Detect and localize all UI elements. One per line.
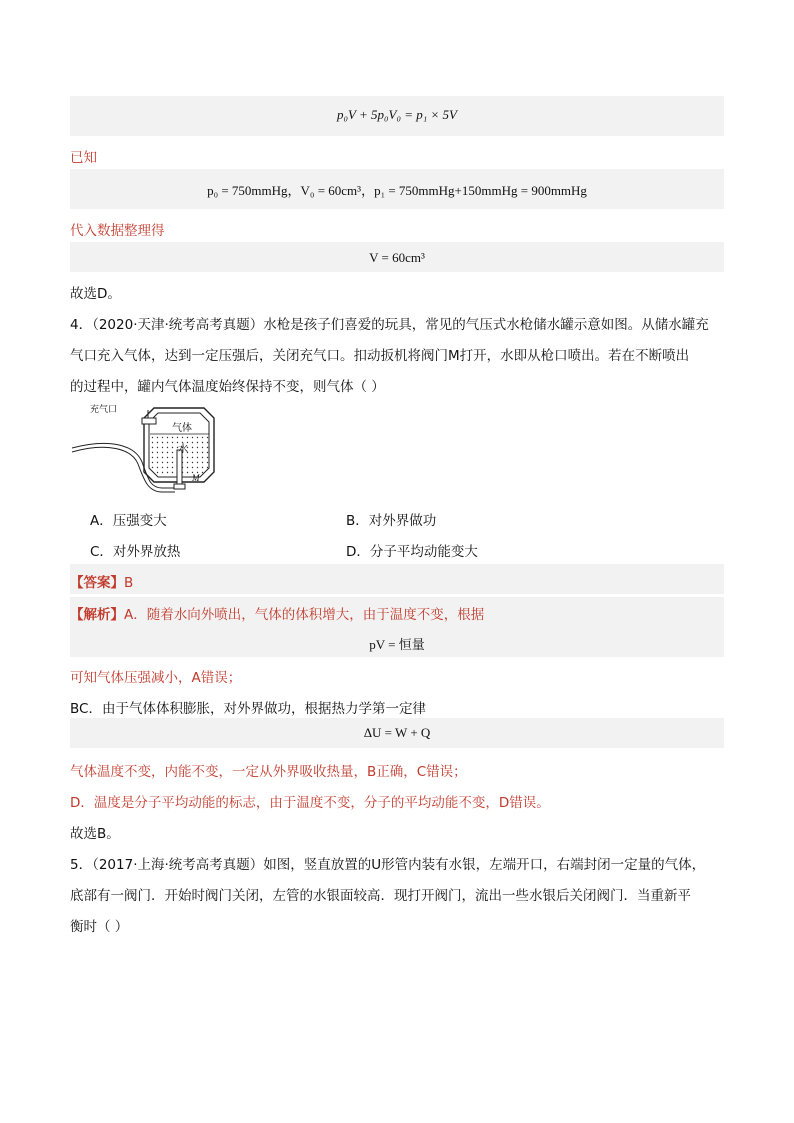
answer-line [70,571,730,591]
analysis-line [70,603,730,623]
q5-line-3: 衡时（ ） [70,919,129,935]
q3-conclusion: 故选D。 [70,286,121,302]
option-d: D．分子平均动能变大 [346,544,478,560]
q4-conclusion: 故选B。 [70,826,120,842]
option-b: B．对外界做功 [346,513,437,529]
q4-line-2: 气口充入气体，达到一定压强后，关闭充气口。扣动扳机将阀门M打开，水即从枪口喷出。若在不断喷出 [70,348,690,364]
analysis-a: A．随着水向外喷出，气体的体积增大，由于温度不变，根据 [124,607,485,623]
option-a: A．压强变大 [90,513,167,529]
q4-line-1: 4．（2020·天津·统考高考真题）水枪是孩子们喜爱的玩具，常见的气压式水枪储水罐示意如图。从储水罐充 [70,317,709,333]
answer-label: 【答案】 [70,575,124,591]
gas-label: 气体 [172,423,192,434]
equation-1: p₀V + 5p₀V₀ = p₁ × 5V [337,107,457,122]
known-label: 已知 [70,150,97,166]
d-result: D．温度是分子平均动能的标志，由于温度不变，分子的平均动能不变，D错误。 [70,795,550,811]
bc-intro: BC．由于气体体积膨胀，对外界做功，根据热力学第一定律 [70,701,426,717]
analysis-label: 【解析】 [70,607,124,623]
q5-line-2: 底部有一阀门．开始时阀门关闭，左管的水银面较高．现打开阀门，流出一些水银后关闭阀门．当重新平 [70,888,691,904]
q4-line-3: 的过程中，罐内气体温度始终保持不变，则气体（ ） [70,379,385,395]
a-result: 可知气体压强减小，A错误； [70,670,242,686]
answer-value: B [124,575,134,591]
equation-pv: pV = 恒量 [369,637,425,652]
equation-du: ΔU = W + Q [363,725,431,740]
equation-3: V = 60cm³ [369,250,425,265]
valve-label: M [192,473,200,483]
q5-line-1: 5．（2017·上海·统考高考真题）如图，竖直放置的U形管内装有水银，左端开口，右端封闭一定量的气体， [70,857,706,873]
bc-result: 气体温度不变，内能不变，一定从外界吸收热量，B正确，C错误； [70,764,467,780]
inlet-label: 充气口 [90,405,118,415]
substitute-label: 代入数据整理得 [70,223,165,239]
water-label: 水 [178,444,188,455]
equation-2: p₀ = 750mmHg，V₀ = 60cm³，p₁ = 750mmHg+150mmHg = 900mmHg [207,183,587,198]
option-c: C．对外界放热 [90,544,181,560]
